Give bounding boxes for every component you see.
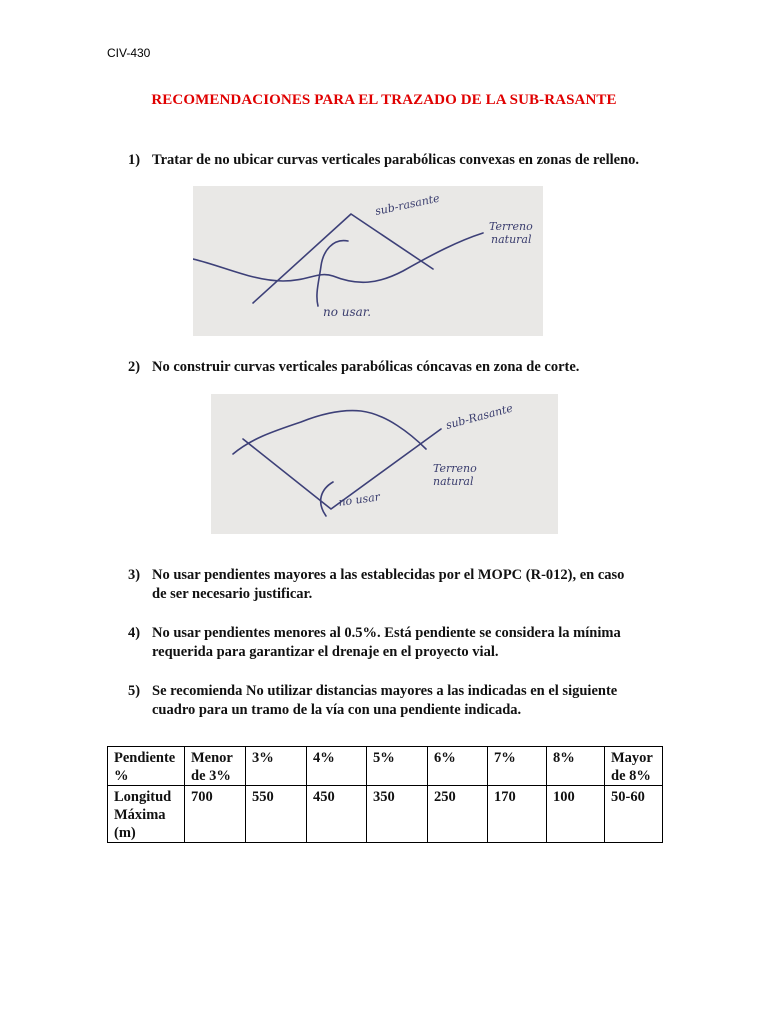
item-text-line: No usar pendientes menores al 0.5%. Está pendiente se considera la mínima: [152, 625, 621, 641]
terreno-label-line1: Terreno: [489, 220, 533, 233]
table-cell: 100: [547, 786, 605, 843]
sub-rasante-label: sub-Rasante: [444, 401, 515, 432]
item-number: 1): [128, 152, 141, 168]
terreno-label-line2: natural: [433, 475, 474, 488]
table-cell: 7%: [488, 747, 547, 786]
item-text-line: Se recomienda No utilizar distancias mayores a las indicadas en el siguiente: [152, 683, 618, 699]
table-cell: 6%: [428, 747, 488, 786]
table-cell: 250: [428, 786, 488, 843]
item-number: 4): [128, 625, 141, 641]
table-row: [108, 747, 663, 786]
item-number: 5): [128, 683, 141, 699]
item-text-line: No usar pendientes mayores a las establecidas por el MOPC (R-012), en caso: [152, 567, 625, 583]
item-text-line: requerida para garantizar el drenaje en el proyecto vial.: [152, 644, 499, 660]
sub-rasante-label: sub-rasante: [373, 191, 441, 218]
slope-length-table: [107, 746, 663, 843]
table-cell: 50-60: [605, 786, 663, 843]
sketch-convex-fill: [193, 186, 543, 336]
table-cell: 700: [185, 786, 246, 843]
terreno-label-line1: Terreno: [433, 462, 477, 475]
item-number: 2): [128, 359, 141, 375]
item-text-line: Tratar de no ubicar curvas verticales parabólicas convexas en zonas de relleno.: [152, 152, 640, 168]
table-cell: 550: [246, 786, 307, 843]
item-text-line: No construir curvas verticales parabólicas cóncavas en zona de corte.: [152, 359, 580, 375]
table-cell: Menor de 3%: [185, 747, 246, 786]
table-cell: 350: [367, 786, 428, 843]
table-cell: 8%: [547, 747, 605, 786]
table-cell: 450: [307, 786, 367, 843]
terreno-label-line2: natural: [491, 233, 532, 246]
page-title: RECOMENDACIONES PARA EL TRAZADO DE LA SUB-RASANTE: [151, 92, 617, 108]
table-row: [108, 786, 663, 843]
table-cell: 5%: [367, 747, 428, 786]
sketch-concave-cut: [211, 394, 558, 534]
table-cell: 4%: [307, 747, 367, 786]
no-usar-label: no usar: [337, 490, 381, 509]
table-cell-header: Longitud Máxima (m): [108, 786, 185, 843]
item-number: 3): [128, 567, 141, 583]
table-cell: 3%: [246, 747, 307, 786]
item-text-line: cuadro para un tramo de la vía con una pendiente indicada.: [152, 702, 522, 718]
table-cell-header: Pendiente %: [108, 747, 185, 786]
course-code: CIV-430: [107, 46, 151, 60]
no-usar-label: no usar.: [323, 305, 372, 319]
item-text-line: de ser necesario justificar.: [152, 586, 313, 602]
table-cell: 170: [488, 786, 547, 843]
table-cell: Mayor de 8%: [605, 747, 663, 786]
